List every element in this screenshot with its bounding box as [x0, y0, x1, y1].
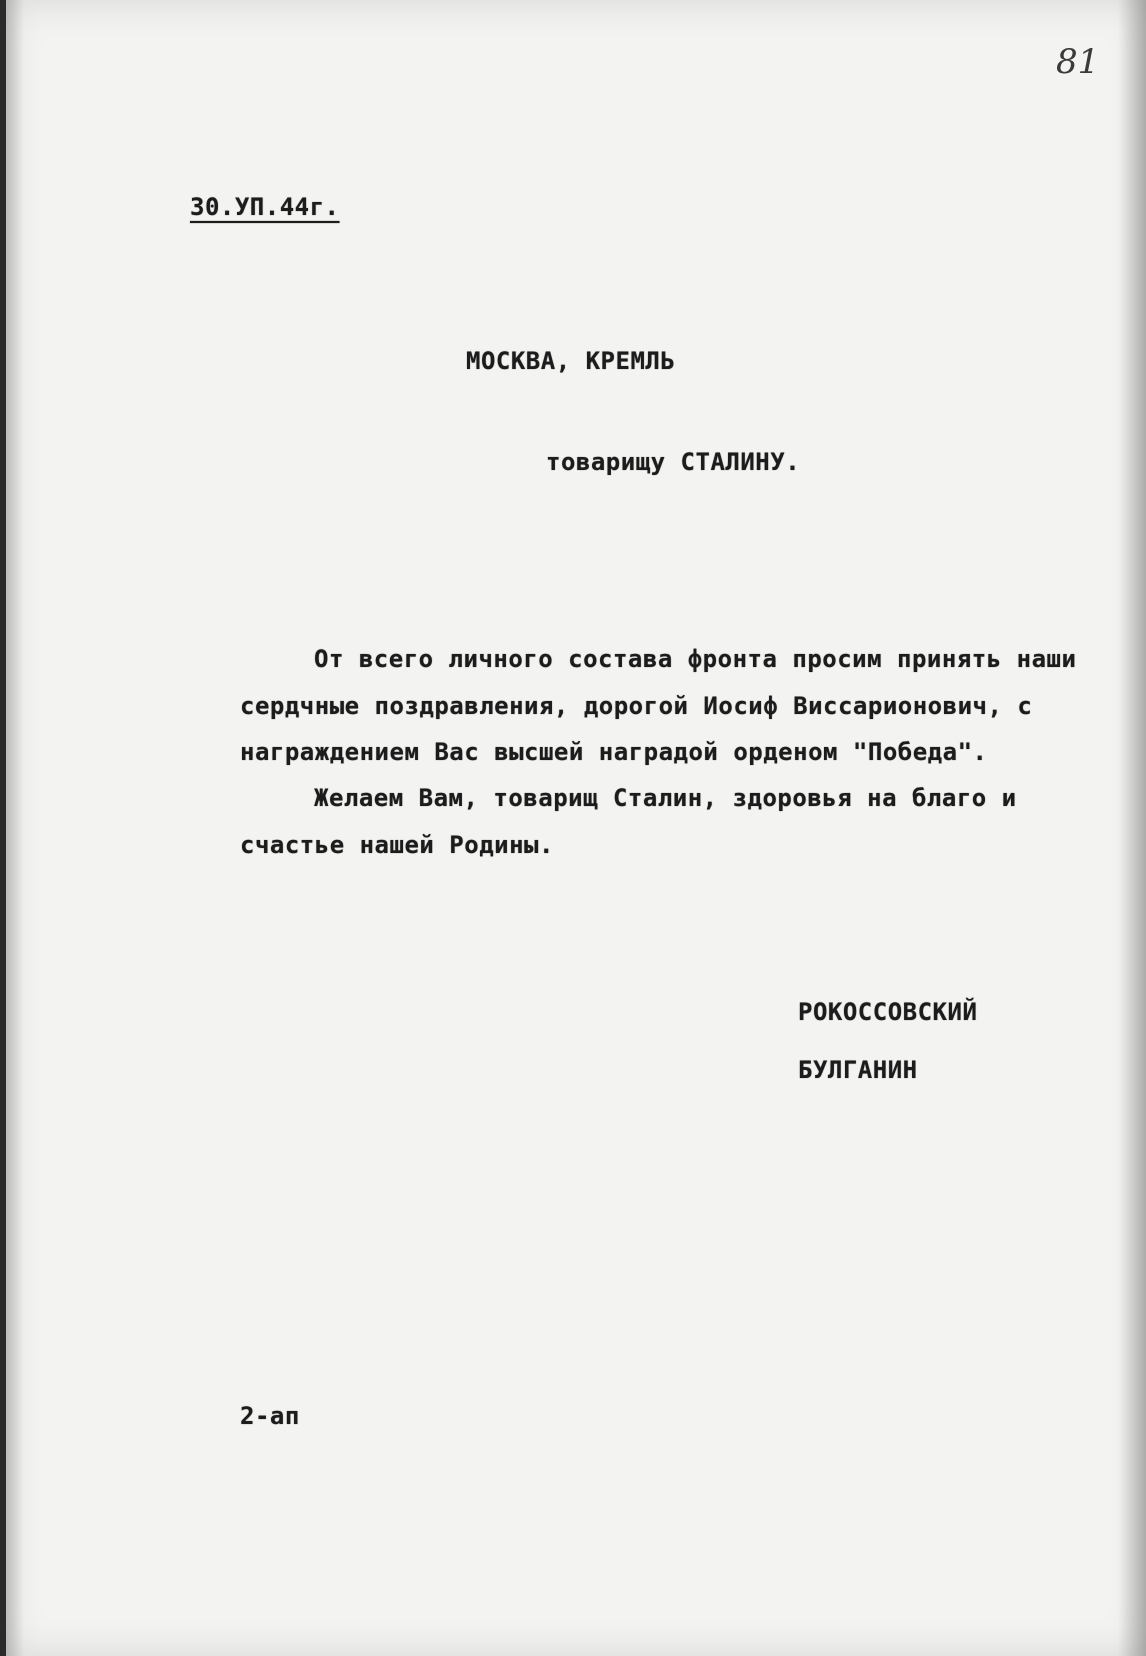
page-number: 81 [1056, 42, 1100, 82]
signature-name: БУЛГАНИН [798, 1056, 918, 1084]
body-line: сердчные поздравления, дорогой Иосиф Виссарионович, с [240, 692, 1033, 720]
recipient-line: товарищу СТАЛИНУ. [546, 448, 801, 476]
address-line: МОСКВА, КРЕМЛЬ [466, 347, 676, 375]
document-page [6, 0, 1146, 1656]
body-line: счастье нашей Родины. [240, 831, 554, 859]
signature-name: РОКОССОВСКИЙ [798, 998, 978, 1026]
body-line: награждением Вас высшей наградой орденом "Победа". [240, 738, 988, 766]
footer-code: 2-ап [240, 1402, 300, 1430]
body-line: Желаем Вам, товарищ Сталин, здоровья на благо и [314, 784, 1017, 812]
document-date: 30.УП.44г. [190, 193, 340, 221]
body-line: От всего личного состава фронта просим принять наши [314, 645, 1077, 673]
